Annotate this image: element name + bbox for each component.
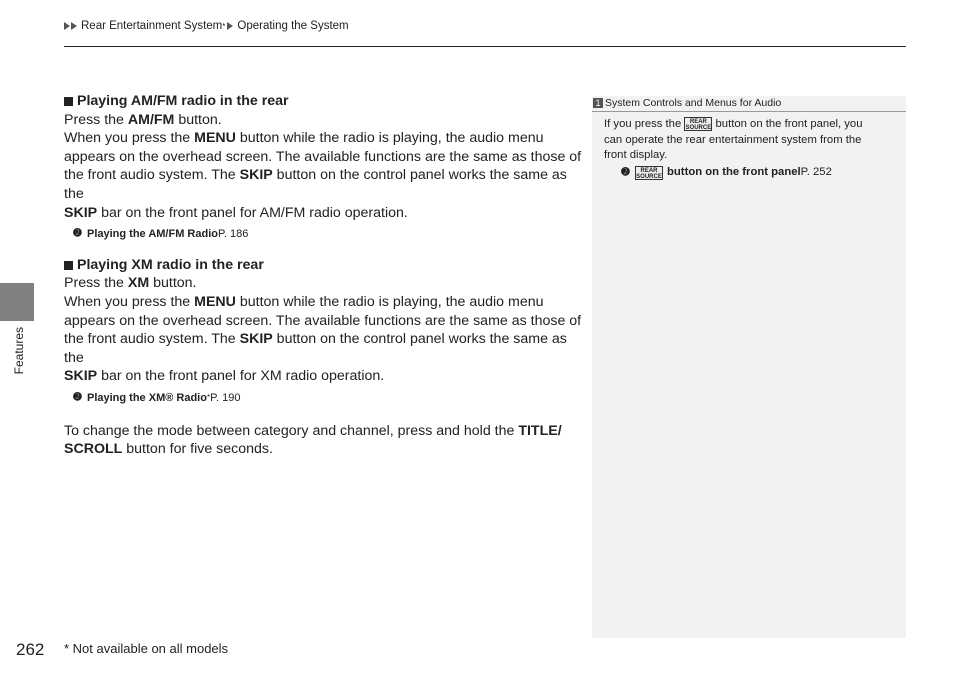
breadcrumb-item[interactable]: Rear Entertainment System	[81, 20, 223, 32]
sidebar-note	[592, 96, 906, 638]
note-title-text: System Controls and Menus for Audio	[605, 97, 782, 109]
square-bullet-icon	[64, 97, 73, 106]
section-heading	[64, 256, 584, 275]
breadcrumb-arrow-icon	[227, 22, 233, 30]
breadcrumb-arrow-icon	[71, 22, 77, 30]
reference-arrow-icon: ➋	[73, 228, 82, 240]
reference-page: P. 186	[218, 228, 249, 241]
main-content	[64, 92, 584, 459]
section-am-fm	[64, 92, 584, 244]
cross-reference-link[interactable]	[72, 389, 584, 408]
paragraph: To change the mode between category and channel, press and hold the TITLE/ SCROLL button for five seconds.	[64, 422, 562, 458]
heading-text: Playing XM radio in the rear	[77, 256, 264, 273]
note-title	[592, 97, 906, 112]
footnote: * Not available on all models	[64, 641, 229, 656]
reference-label: Playing the AM/FM Radio	[87, 228, 218, 241]
reference-asterisk: *	[206, 392, 211, 402]
side-label: Features	[12, 327, 26, 375]
reference-page: P. 252	[800, 165, 832, 178]
rear-source-button-icon: REAR SOURCE	[685, 119, 712, 132]
reference-arrow-icon: ➋	[73, 391, 82, 403]
section-tab	[0, 283, 34, 321]
section-xm	[64, 256, 584, 408]
breadcrumb-item[interactable]: Operating the System	[237, 20, 349, 32]
header-divider	[64, 46, 906, 47]
heading-text: Playing AM/FM radio in the rear	[77, 93, 289, 109]
paragraph: Press the XM button. When you press the MENU button while the radio is playing, the audio menu appears on the overhead screen. The available functions are the same as those of the front audio system. The SKIP button on the control panel works the same as the SKIP bar on the front panel for XM radio operation.	[64, 275, 582, 385]
page-number: 262	[16, 640, 45, 659]
cross-reference-link[interactable]	[72, 225, 584, 244]
square-bullet-icon	[64, 261, 73, 270]
paragraph: Press the AM/FM button. When you press the MENU button while the radio is playing, the audio menu appears on the overhead screen. The available functions are the same as those of the front audio system. The SKIP button on the control panel works the same as the SKIP bar on the front panel for AM/FM radio operation.	[64, 111, 582, 221]
cross-reference-link[interactable]	[620, 165, 896, 181]
reference-label: Playing the XM® Radio	[87, 391, 207, 404]
reference-label: button on the front panel	[667, 165, 801, 178]
breadcrumb	[64, 20, 349, 32]
breadcrumb-arrow-icon	[64, 22, 70, 30]
note-marker-icon: 1	[593, 98, 603, 108]
reference-arrow-icon: ➋	[621, 166, 630, 178]
rear-source-button-icon: REAR SOURCE	[636, 167, 662, 180]
reference-page: P. 190	[210, 391, 241, 404]
breadcrumb-asterisk: *	[222, 21, 226, 31]
section-heading	[64, 92, 584, 111]
note-body: If you press the REAR SOURCE button on the front panel, you can operate the rear entertainment system from the front display. ➋ REAR SOURCE button on the front panel P. 252	[604, 117, 896, 180]
